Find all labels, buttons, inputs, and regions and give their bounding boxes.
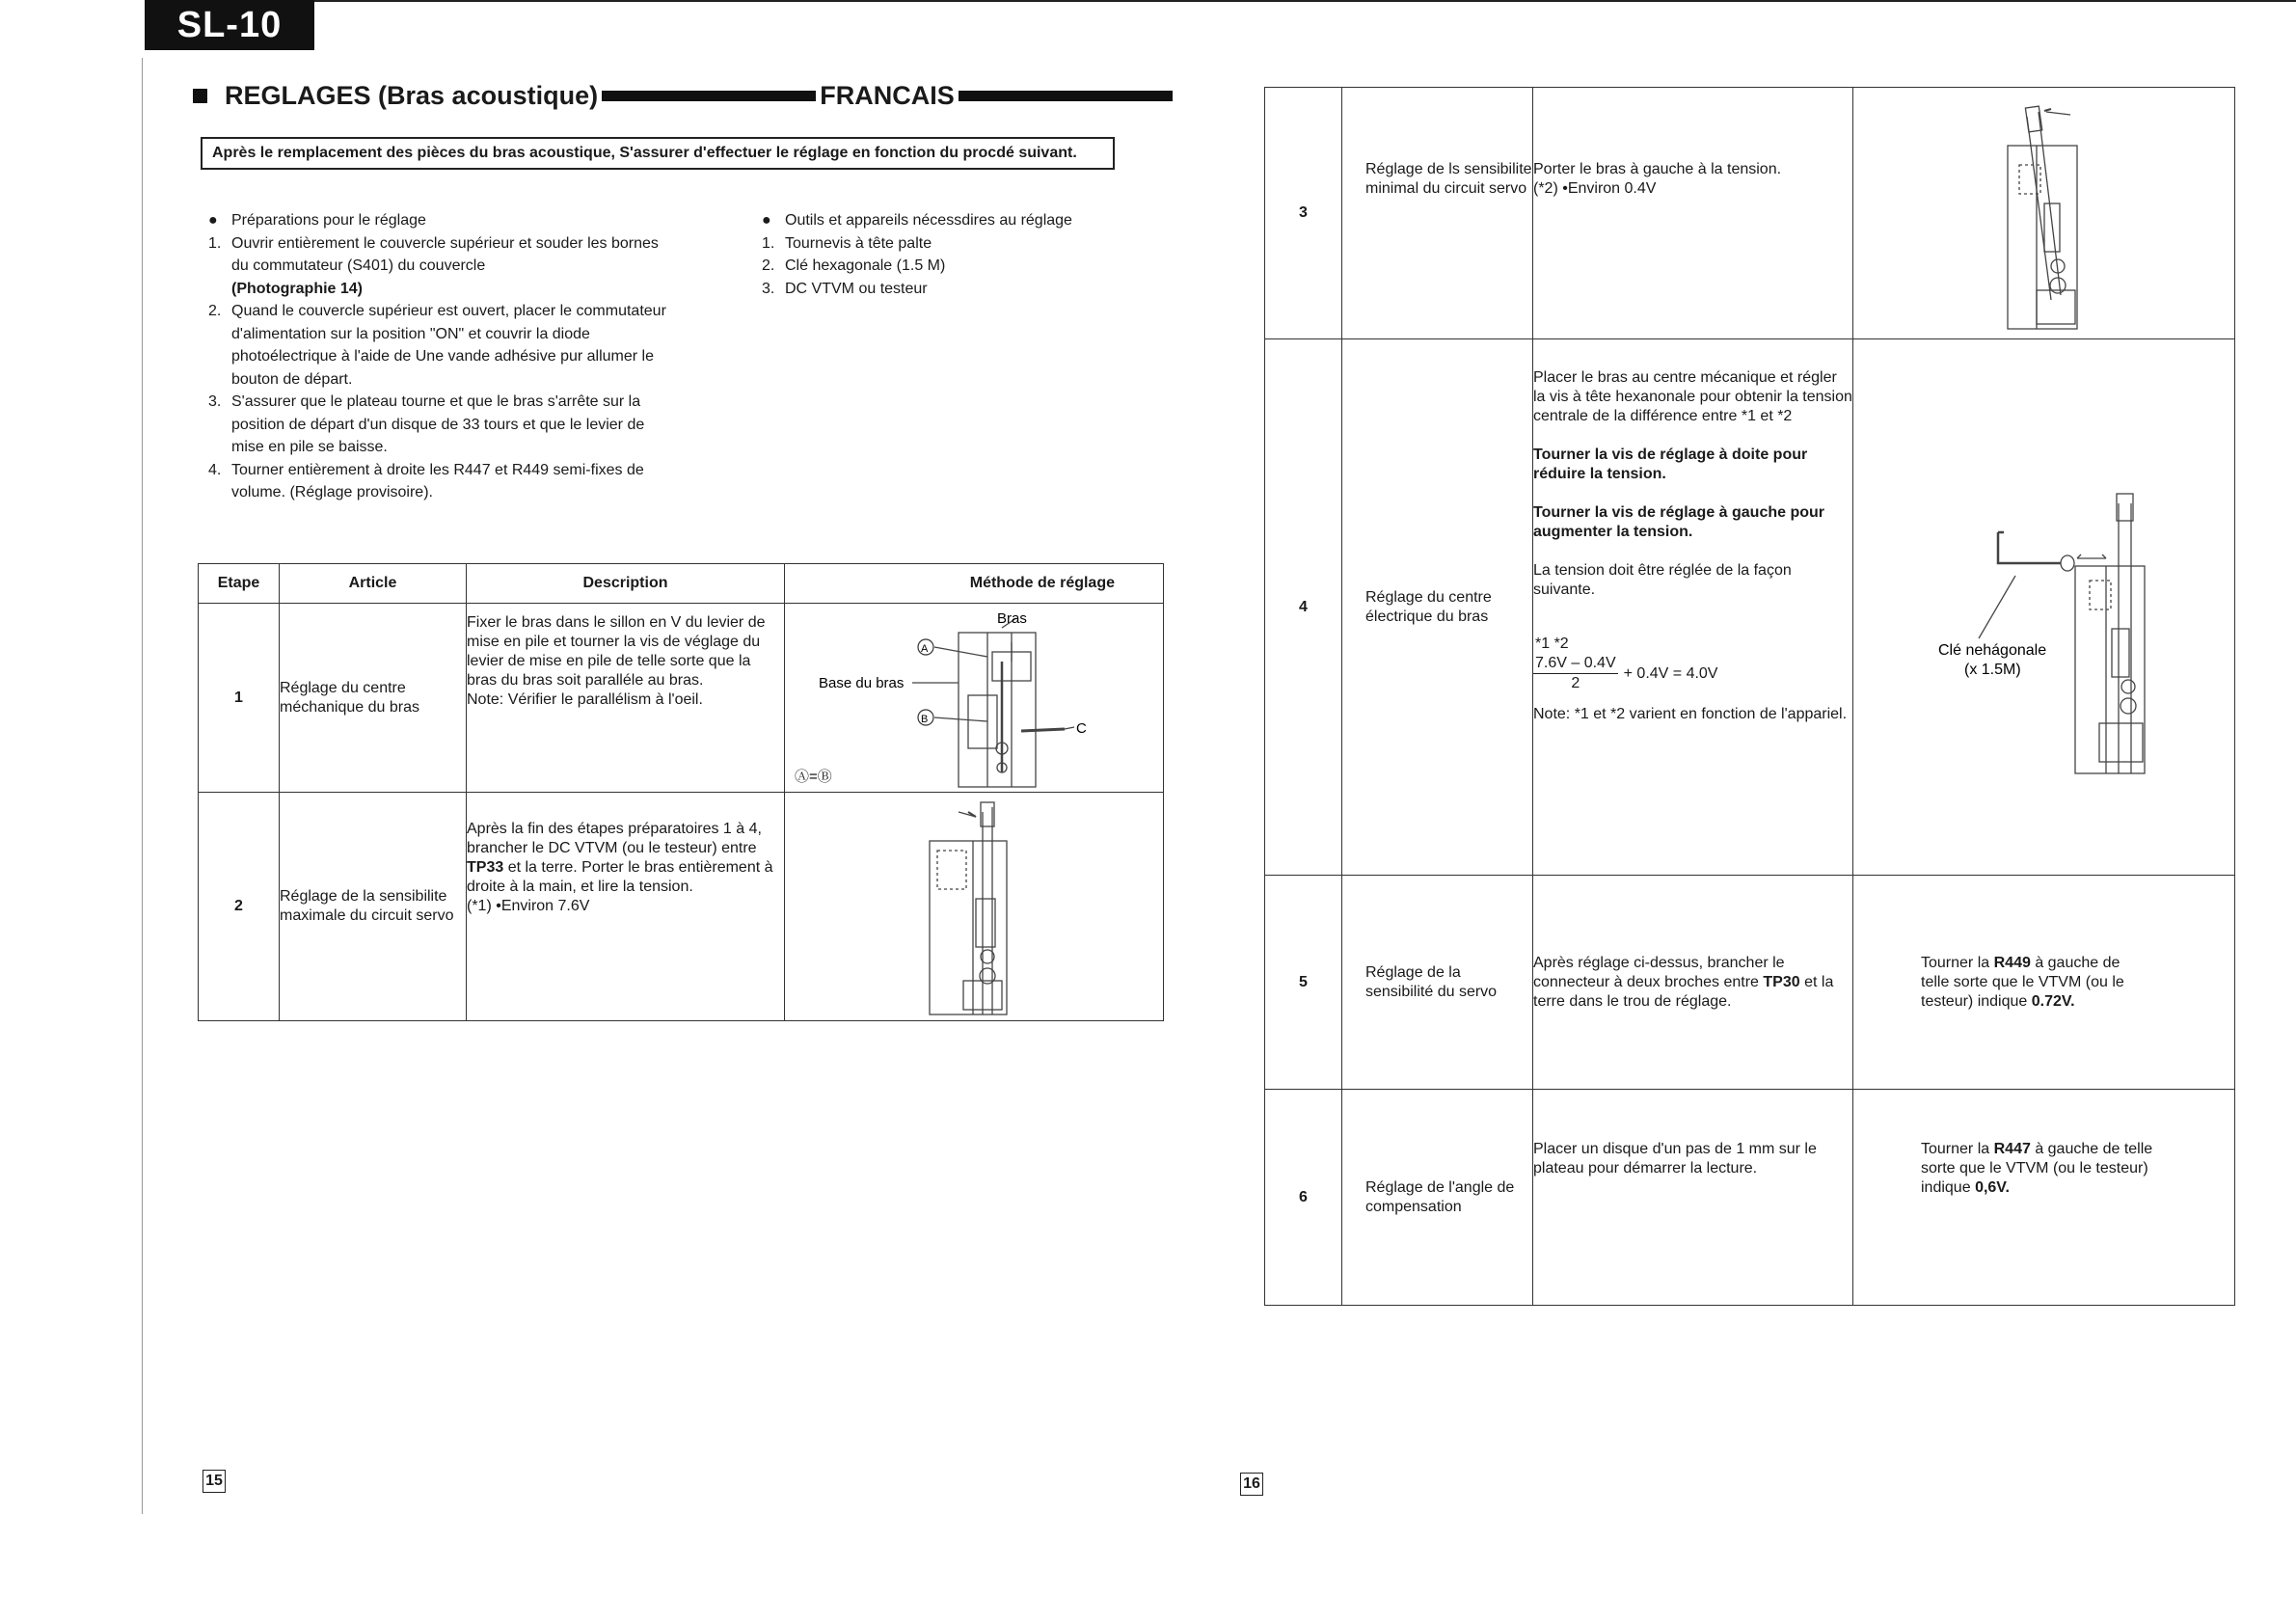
header-description: Description xyxy=(467,564,785,604)
label-bras: Bras xyxy=(997,610,1027,627)
description-text: Fixer le bras dans le sillon en V du levier de mise en pile et tourner la vis de véglage du levier de mise en pile de telle sorte que la bras du bras soit paralléle au bras. xyxy=(467,614,766,689)
formula-fraction xyxy=(1533,654,1618,693)
target-voltage: 0,6V. xyxy=(1975,1179,2010,1196)
table-row xyxy=(1265,339,2235,876)
description-text: Porter le bras à gauche à la tension. xyxy=(1533,161,1782,177)
tools-list xyxy=(762,209,1148,300)
row-description: Placer un disque d'un pas de 1 mm sur le plateau pour démarrer la lecture. xyxy=(1533,1090,1853,1306)
tools-title: Outils et appareils nécessdires au réglage xyxy=(785,212,1072,229)
table-header-row xyxy=(199,564,1164,604)
preparations-title: Préparations pour le réglage xyxy=(231,212,426,229)
tonearm-left-diagram xyxy=(1853,88,2235,338)
instruction-right: Tourner la vis de réglage à doite pour réduire la tension. xyxy=(1533,446,1808,482)
tool-number: 1. xyxy=(762,234,775,252)
adjustment-table-right xyxy=(1264,87,2235,1306)
tool-item xyxy=(762,232,1148,256)
instruction-left: Tourner la vis de réglage à gauche pour augmenter la tension. xyxy=(1533,504,1825,540)
bullet-icon: ● xyxy=(762,212,771,229)
step-number: 4. xyxy=(208,461,222,478)
preparations-list xyxy=(208,209,671,504)
row-description xyxy=(467,604,785,793)
step-ref-photo: (Photographie 14) xyxy=(231,280,364,297)
model-tag: SL-10 xyxy=(145,0,314,50)
tool-item xyxy=(762,278,1148,301)
row-figure xyxy=(785,604,1164,793)
adjustment-table-left xyxy=(198,563,1164,1021)
description-text: Placer le bras au centre mécanique et régler la vis à tête hexanonale pour obtenir la tension centrale de la différence entre *1 et *2 xyxy=(1533,369,1852,424)
row-description xyxy=(1533,88,1853,339)
hex-key-diagram xyxy=(1853,339,2235,875)
row-figure xyxy=(1853,88,2235,339)
row-description xyxy=(1533,876,1853,1090)
formula-rest: + 0.4V = 4.0V xyxy=(1623,664,1718,682)
voltage-value: (*2) •Environ 0.4V xyxy=(1533,180,1657,197)
page-number-right: 16 xyxy=(1240,1473,1263,1496)
label-a: A xyxy=(921,643,929,655)
method-text-cont: à gauche de telle sorte que le VTVM (ou le testeur) indique xyxy=(1921,954,2124,1010)
step-text-3: S'assurer que le plateau tourne et que le bras s'arrête sur la position de départ d'un disque de 33 tours et que le levier de mise en pile se baisse. xyxy=(231,393,645,455)
table-row xyxy=(1265,1090,2235,1306)
tool-text: DC VTVM ou testeur xyxy=(785,280,928,297)
formula-numerator: 7.6V – 0.4V xyxy=(1533,654,1618,674)
step-number: 6 xyxy=(1265,1090,1342,1306)
prep-step xyxy=(208,232,671,301)
method-text-cont: à gauche de telle sorte que le VTVM (ou le testeur) indique xyxy=(1921,1141,2153,1196)
row-description xyxy=(1533,339,1853,876)
description-note: Note: *1 et *2 varient en fonction de l'appariel. xyxy=(1533,706,1848,722)
step-number: 1 xyxy=(199,604,280,793)
step-number: 3. xyxy=(208,393,222,410)
row-description xyxy=(467,793,785,1021)
row-item: Réglage de la sensibilite maximale du circuit servo xyxy=(280,793,467,1021)
label-hex-key-size: (x 1.5M) xyxy=(1964,662,2021,678)
target-voltage: 0.72V. xyxy=(2031,992,2075,1010)
row-item: Réglage de la sensibilité du servo xyxy=(1342,876,1533,1090)
description-text: Après la fin des étapes préparatoires 1 à 4, brancher le DC VTVM (ou le testeur) entre xyxy=(467,821,762,856)
header-item: Article xyxy=(280,564,467,604)
page-number-left: 15 xyxy=(203,1470,226,1493)
table-row xyxy=(1265,876,2235,1090)
description-text-cont: et la terre dans le trou de réglage. xyxy=(1533,973,1834,1010)
tool-text: Tournevis à tête palte xyxy=(785,234,932,252)
label-hex-key: Clé nehágonale xyxy=(1938,642,2047,659)
description-note: Note: Vérifier le parallélism à l'oeil. xyxy=(467,691,703,708)
table-row xyxy=(1265,88,2235,339)
preparations-title-row xyxy=(208,209,671,232)
resistor-ref: R447 xyxy=(1993,1141,2031,1157)
step-number: 3 xyxy=(1265,88,1342,339)
binding-margin-line xyxy=(142,58,143,1514)
heading-square-icon xyxy=(193,89,207,103)
method-text: Tourner la xyxy=(1921,1141,1990,1157)
label-c: C xyxy=(1076,720,1087,737)
step-text-2: Quand le couvercle supérieur est ouvert, placer le commutateur d'alimentation sur la position "ON" et couvrir la diode photoélectrique à l'aide de Une vande adhésive pur allumer le bouton de départ. xyxy=(231,303,666,388)
row-figure xyxy=(1853,339,2235,876)
heading-title: REGLAGES (Bras acoustique) xyxy=(225,80,599,110)
bullet-icon: ● xyxy=(208,212,218,229)
method-text: Tourner la xyxy=(1921,954,1990,971)
tool-item xyxy=(762,255,1148,278)
step-number: 1. xyxy=(208,234,222,252)
formula-denominator: 2 xyxy=(1571,675,1580,691)
label-b: B xyxy=(921,714,929,725)
step-text-1: Ouvrir entièrement le couvercle supérieur et souder les bornes du commutateur (S401) du couvercle xyxy=(231,234,659,274)
description-text-2: La tension doit être réglée de la façon suivante. xyxy=(1533,562,1792,598)
label-a-equals-b: Ⓐ=Ⓑ xyxy=(795,769,832,785)
prep-step xyxy=(208,300,671,391)
test-point: TP33 xyxy=(467,859,504,876)
tool-number: 3. xyxy=(762,280,775,297)
row-item: Réglage de ls sensibilite minimal du circuit servo xyxy=(1342,88,1533,339)
step-number: 5 xyxy=(1265,876,1342,1090)
label-base-du-bras: Base du bras xyxy=(819,675,905,691)
prep-step xyxy=(208,391,671,459)
formula xyxy=(1533,654,1852,693)
heading-bar xyxy=(602,91,816,101)
tools-title-row xyxy=(762,209,1148,232)
resistor-ref: R449 xyxy=(1993,954,2031,971)
step-number: 2 xyxy=(199,793,280,1021)
table-row xyxy=(199,793,1164,1021)
row-method xyxy=(1853,1090,2235,1306)
row-item: Réglage du centre méchanique du bras xyxy=(280,604,467,793)
row-method xyxy=(1853,876,2235,1090)
description-text: Après réglage ci-dessus, brancher le connecteur à deux broches entre xyxy=(1533,954,1785,990)
description-text-cont: et la terre. Porter le bras entièrement à droite à la main, et lire la tension. xyxy=(467,859,773,895)
notice-box: Après le remplacement des pièces du bras acoustique, S'assurer d'effectuer le réglage en fonction du procdé suivant. xyxy=(201,137,1115,170)
step-text xyxy=(231,232,671,301)
step-number: 2. xyxy=(208,303,222,319)
heading-bar-end xyxy=(959,91,1173,101)
header-method: Méthode de réglage xyxy=(785,564,1164,604)
tonearm-diagram xyxy=(785,793,1164,1020)
tool-text: Clé hexagonale (1.5 M) xyxy=(785,257,946,274)
row-item: Réglage du centre électrique du bras xyxy=(1342,339,1533,876)
tool-number: 2. xyxy=(762,257,775,274)
heading-language: FRANCAIS xyxy=(820,80,955,110)
arm-base-diagram xyxy=(785,604,1164,792)
table-row xyxy=(199,604,1164,793)
step-text-4: Tourner entièrement à droite les R447 et R449 semi-fixes de volume. (Réglage provisoire). xyxy=(231,461,644,500)
row-figure xyxy=(785,793,1164,1021)
section-heading xyxy=(193,79,1173,112)
row-item: Réglage de l'angle de compensation xyxy=(1342,1090,1533,1306)
test-point: TP30 xyxy=(1763,973,1800,990)
prep-step xyxy=(208,459,671,504)
top-rule xyxy=(145,0,2296,2)
voltage-value: (*1) •Environ 7.6V xyxy=(467,898,590,914)
step-number: 4 xyxy=(1265,339,1342,876)
formula-marks: *1 *2 xyxy=(1535,636,1569,652)
header-step: Etape xyxy=(199,564,280,604)
